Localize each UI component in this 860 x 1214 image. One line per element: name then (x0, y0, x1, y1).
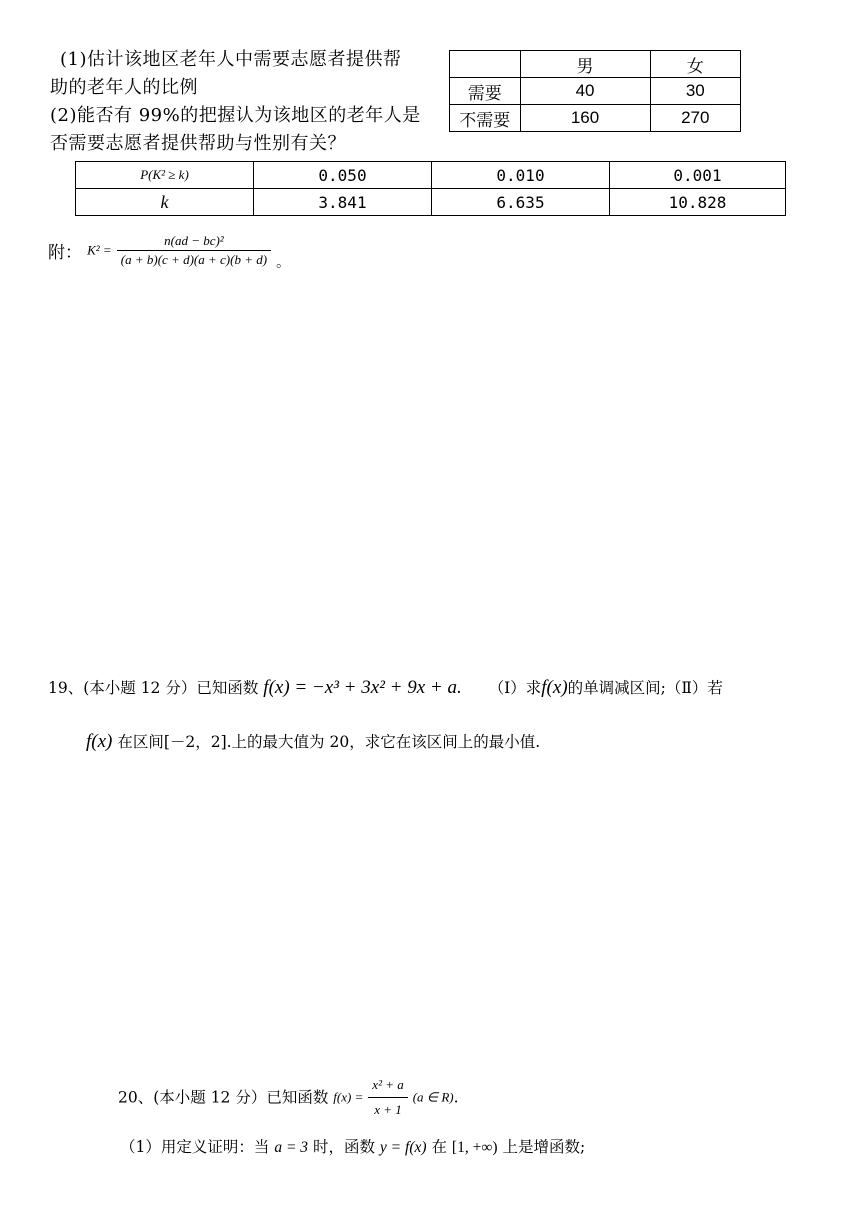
q20-part1-c: 在 (431, 1138, 447, 1156)
table-row (450, 105, 741, 132)
q18-part1-line2: 助的老年人的比例 (50, 77, 198, 98)
q20-part1-a: （1）用定义证明：当 (120, 1138, 270, 1156)
table-row-label: 需要 (450, 78, 521, 105)
q20-part1-func: y = f(x) (379, 1139, 427, 1156)
table-row-label: 不需要 (450, 105, 521, 132)
q20-part1-b: 时，函数 (312, 1138, 375, 1156)
table-cell: 160 (520, 105, 650, 132)
q18-part2-line1: (2)能否有 99%的把握认为该地区的老年人是 (50, 105, 421, 126)
q19-line2-fx: f(x) (86, 731, 113, 752)
q20-part1-interval: [1, +∞) (451, 1139, 498, 1156)
q20-part1 (120, 1136, 585, 1159)
table-cell: 3.841 (254, 189, 432, 216)
critical-value-table (75, 161, 786, 216)
q18-text-block (50, 46, 450, 158)
table-cell: 10.828 (610, 189, 786, 216)
table-cell: 0.010 (432, 162, 610, 189)
q20-fraction (368, 1074, 407, 1121)
q19-line1 (48, 677, 723, 699)
q20-part1-cond: a = 3 (274, 1139, 309, 1156)
q20-part1-d: 上是增函数; (502, 1138, 586, 1156)
table-header-female: 女 (650, 51, 740, 78)
table-cell (450, 51, 521, 78)
formula-lhs: K² = (87, 242, 112, 258)
table-cell: 30 (650, 78, 740, 105)
q19-function: f(x) = −x³ + 3x² + 9x + a. (263, 677, 462, 698)
q20-prefix: 20、(本小题 12 分）已知函数 (118, 1088, 329, 1107)
q20-domain: (a ∈ R) (412, 1089, 454, 1105)
table-cell: 270 (650, 105, 740, 132)
formula-numerator: n(ad − bc)² (117, 233, 271, 251)
q19-line2-text: 在区间[－2，2].上的最大值为 20，求它在该区间上的最小值. (117, 733, 541, 751)
appendix-label: 附： (48, 243, 82, 263)
table-row (76, 189, 786, 216)
table-cell: 6.635 (432, 189, 610, 216)
q20-line1 (118, 1074, 459, 1121)
k-squared-formula (48, 233, 290, 272)
formula-end: 。 (276, 255, 291, 271)
q19-prefix: 19、(本小题 12 分）已知函数 (48, 679, 259, 697)
q19-line2 (86, 731, 540, 753)
q19-part1-fx: f(x) (541, 677, 568, 698)
p-row-label: P(K² ≥ k) (76, 162, 254, 189)
table-cell: 40 (520, 78, 650, 105)
q20-denominator: x + 1 (374, 1102, 402, 1117)
table-cell: 0.050 (254, 162, 432, 189)
q18-part2-line2: 否需要志愿者提供帮助与性别有关？ (50, 133, 346, 154)
table-row (76, 162, 786, 189)
q19-part1-a: （Ⅰ）求 (488, 679, 542, 697)
formula-fraction (117, 233, 271, 268)
table-cell: 0.001 (610, 162, 786, 189)
q18-part1-line1: (1)估计该地区老年人中需要志愿者提供帮 (60, 49, 402, 70)
k-row-label: k (76, 189, 254, 216)
table-row (450, 78, 741, 105)
q19-part1-b: 的单调减区间;（Ⅱ）若 (567, 679, 723, 697)
q20-numerator: x² + a (368, 1074, 407, 1098)
gender-need-table (449, 50, 741, 132)
formula-denominator: (a + b)(c + d)(a + c)(b + d) (120, 252, 268, 267)
table-header-male: 男 (520, 51, 650, 78)
table-row (450, 51, 741, 78)
q20-end: . (453, 1088, 459, 1107)
q20-f-lhs: f(x) = (333, 1089, 364, 1105)
